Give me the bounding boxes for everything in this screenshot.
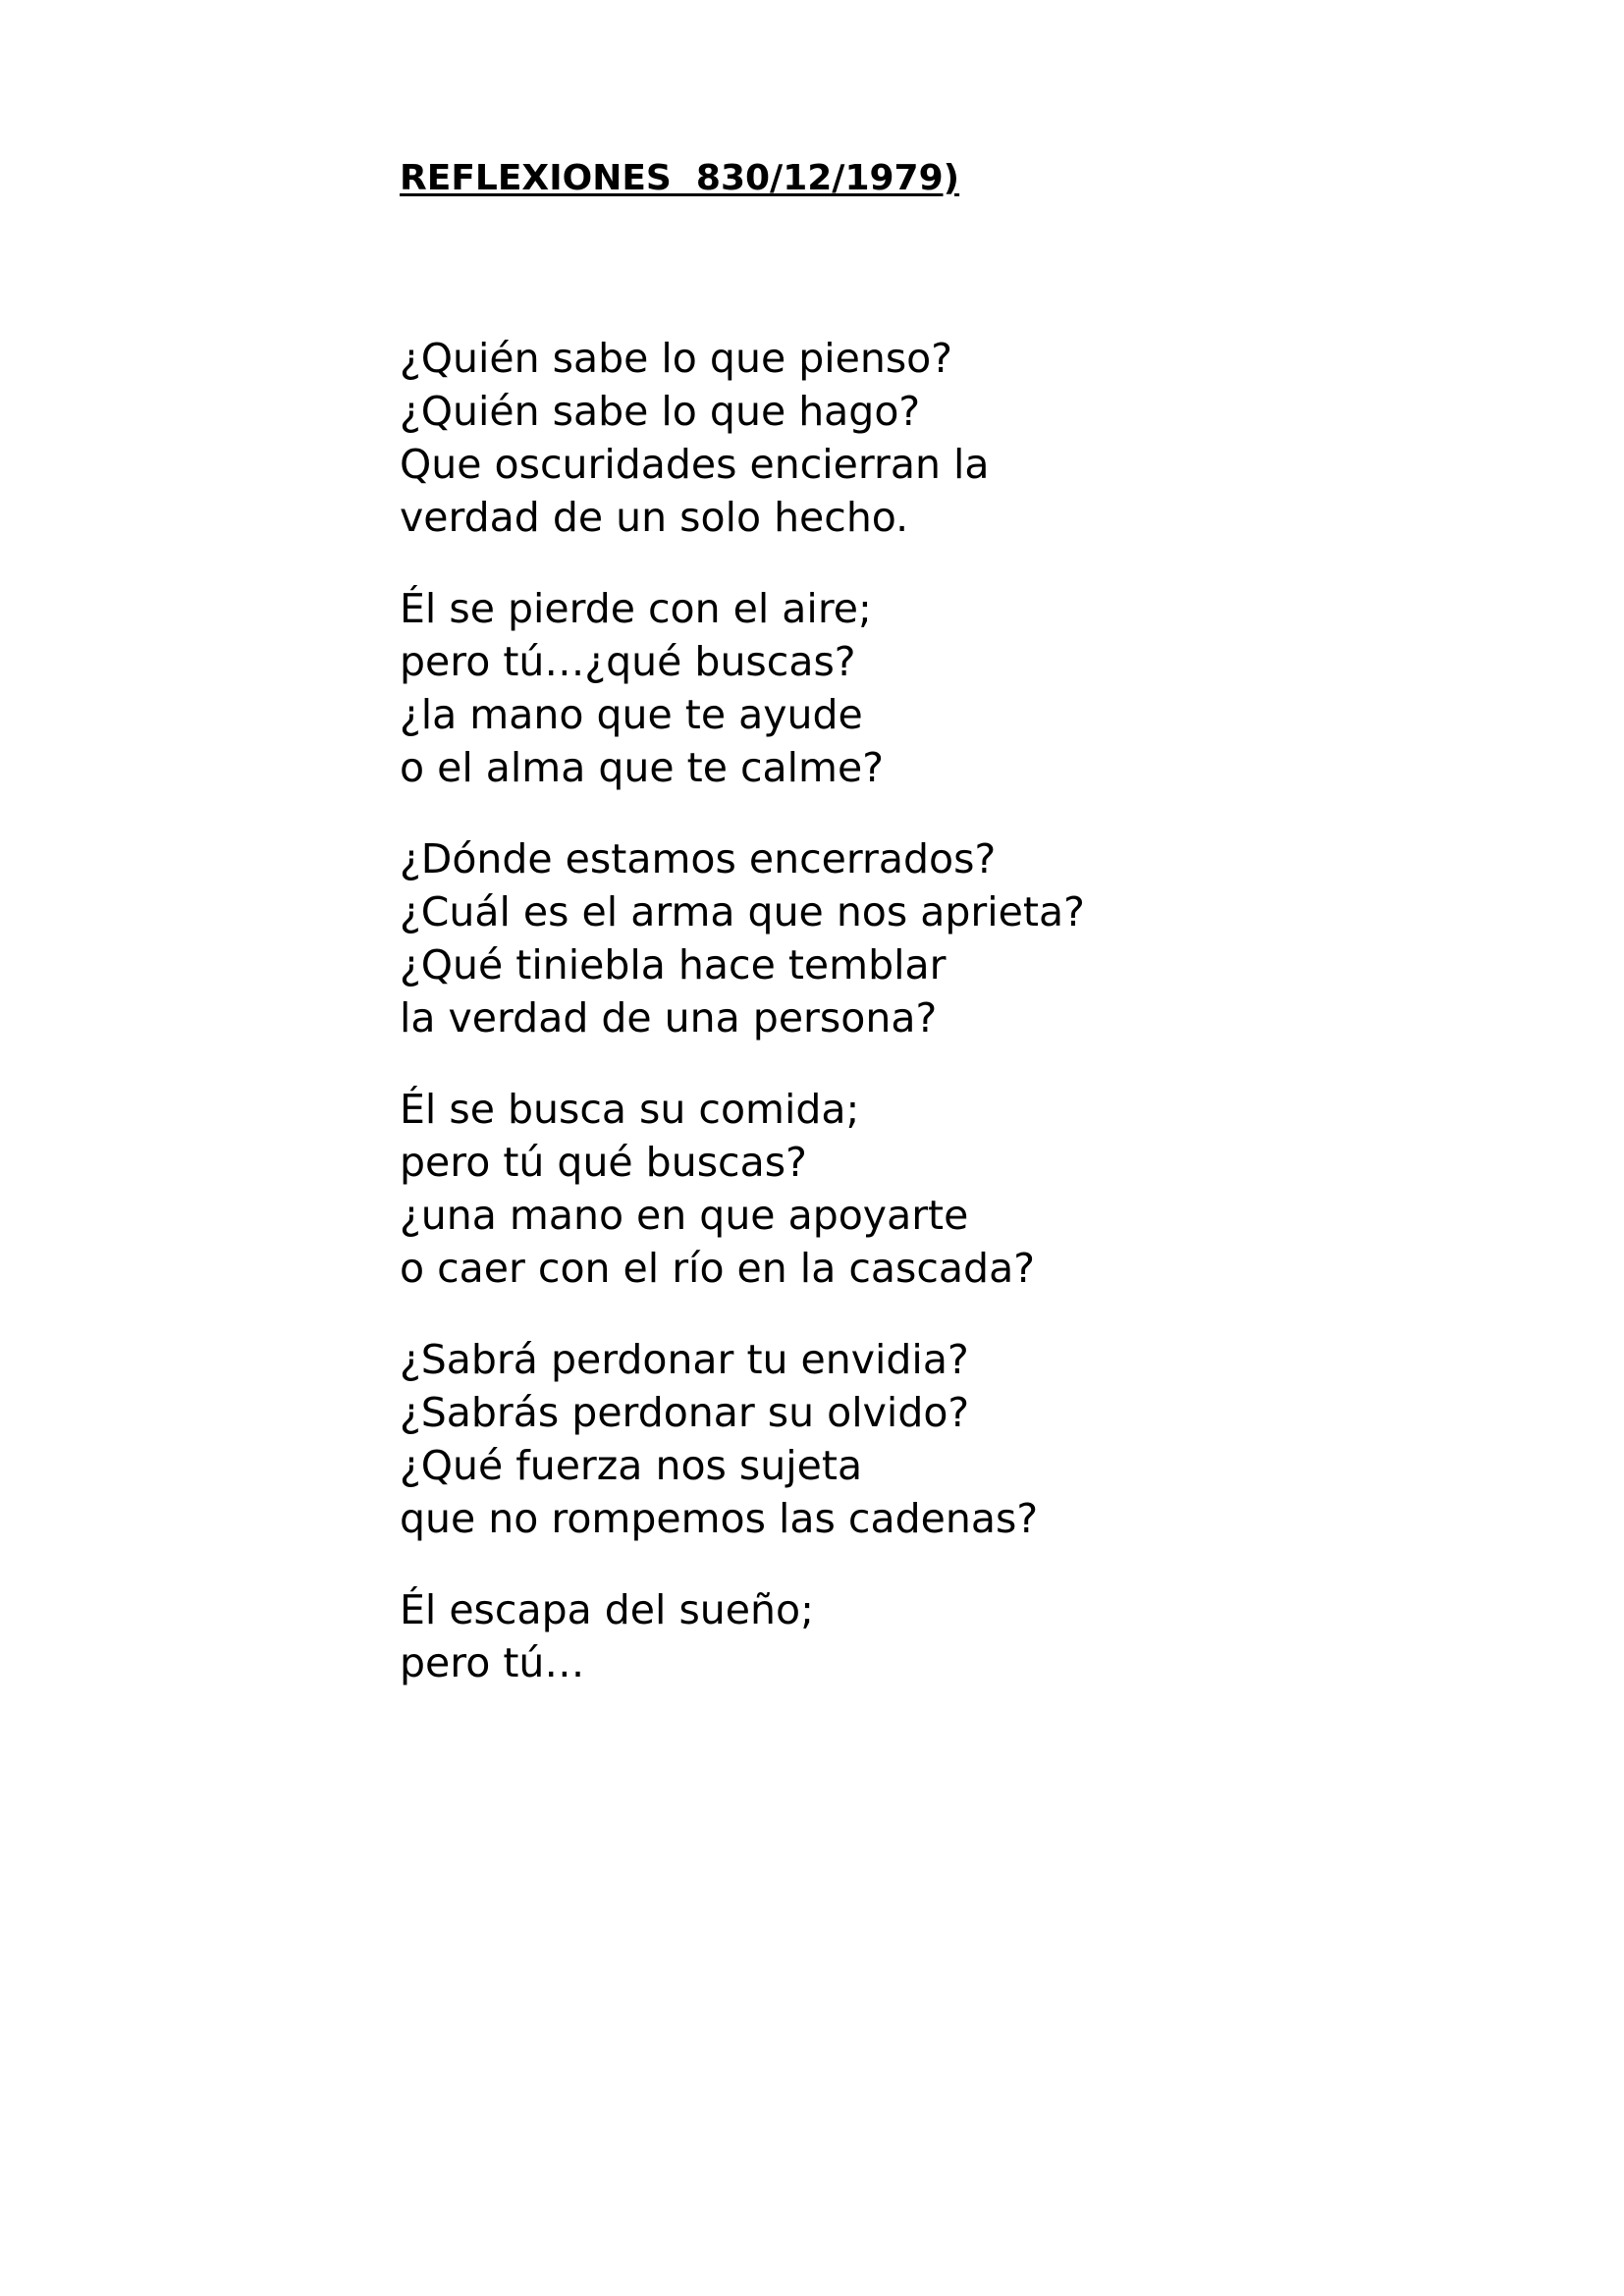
poem-line: ¿Sabrás perdonar su olvido? bbox=[400, 1389, 970, 1436]
poem-line: ¿una mano en que apoyarte bbox=[400, 1192, 969, 1239]
poem-line: o el alma que te calme? bbox=[400, 744, 884, 791]
poem-line: ¿la mano que te ayude bbox=[400, 691, 863, 738]
stanza-1 bbox=[400, 332, 1529, 544]
stanza-6 bbox=[400, 1583, 1529, 1689]
poem-line: pero tú qué buscas? bbox=[400, 1139, 807, 1186]
poem-line: ¿Cuál es el arma que nos aprieta? bbox=[400, 888, 1085, 935]
poem-line: verdad de un solo hecho. bbox=[400, 494, 909, 541]
stanza-3 bbox=[400, 832, 1529, 1044]
poem-line: Él escapa del sueño; bbox=[400, 1586, 814, 1633]
stanza-4 bbox=[400, 1083, 1529, 1295]
poem-line: Él se busca su comida; bbox=[400, 1086, 860, 1133]
poem-line: ¿Quién sabe lo que hago? bbox=[400, 388, 921, 435]
poem-line: la verdad de una persona? bbox=[400, 994, 938, 1041]
poem-line: ¿Sabrá perdonar tu envidia? bbox=[400, 1336, 969, 1383]
poem-line: ¿Qué tiniebla hace temblar bbox=[400, 941, 947, 988]
poem-line: ¿Qué fuerza nos sujeta bbox=[400, 1442, 863, 1489]
poem-line: pero tú… bbox=[400, 1639, 585, 1686]
stanza-2 bbox=[400, 582, 1529, 794]
poem-body bbox=[400, 332, 1529, 1728]
poem-title: REFLEXIONES 830/12/1979) bbox=[400, 158, 960, 198]
poem-line: ¿Dónde estamos encerrados? bbox=[400, 835, 997, 882]
poem-line: ¿Quién sabe lo que pienso? bbox=[400, 335, 953, 382]
poem-line: o caer con el río en la cascada? bbox=[400, 1245, 1035, 1292]
poem-line: que no rompemos las cadenas? bbox=[400, 1495, 1039, 1542]
poem-line: Él se pierde con el aire; bbox=[400, 585, 872, 632]
poem-line: Que oscuridades encierran la bbox=[400, 441, 990, 488]
stanza-5 bbox=[400, 1333, 1529, 1545]
poem-line: pero tú…¿qué buscas? bbox=[400, 638, 856, 685]
